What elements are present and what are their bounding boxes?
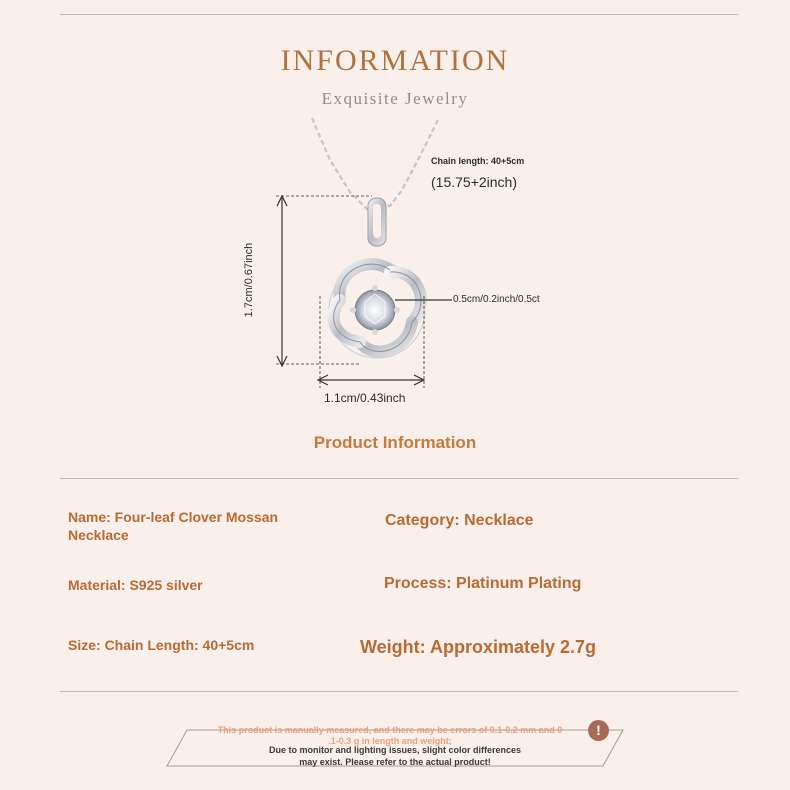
chain-length-label: Chain length: 40+5cm (431, 156, 525, 166)
height-label: 1.7cm/0.67inch (243, 242, 255, 318)
section-title: Product Information (313, 433, 477, 452)
bail (368, 198, 386, 246)
specs-top-divider (60, 478, 738, 479)
spec-name (68, 508, 278, 544)
page-subtitle: Exquisite Jewelry (321, 89, 469, 108)
spec-material: Material: S925 silver (68, 577, 203, 593)
spec-process: Process: Platinum Plating (384, 575, 582, 592)
disclaimer-line1: This product is manually measured, and there may be errors of 0.1-0.2 mm and 0 (217, 725, 563, 735)
spec-weight: Weight: Approximately 2.7g (360, 637, 597, 657)
disclaimer-line2: .1-0.3 g in length and weight; (328, 736, 452, 746)
spec-name-line1: Name: Four-leaf Clover Mossan (68, 509, 279, 525)
spec-name-line2: Necklace (68, 527, 129, 543)
warning-icon: ! (588, 720, 609, 741)
disclaimer-color (220, 744, 570, 768)
spec-category: Category: Necklace (385, 512, 534, 529)
necklace-figure (240, 110, 570, 415)
disclaimer-line3: Due to monitor and lighting issues, slight color differences (268, 745, 522, 755)
page-title: INFORMATION (280, 44, 510, 77)
spec-size: Size: Chain Length: 40+5cm (68, 637, 255, 653)
chain-length-inch-label: (15.75+2inch) (431, 174, 518, 190)
disclaimer-line4: may exist. Please refer to the actual product! (299, 757, 491, 767)
specs-bottom-divider (60, 691, 738, 692)
top-divider (60, 14, 738, 15)
stone-size-label: 0.5cm/0.2inch/0.5ct (453, 294, 540, 305)
necklace-illustration (240, 110, 570, 410)
chain (312, 118, 438, 210)
width-label: 1.1cm/0.43inch (324, 391, 406, 405)
gemstone (350, 285, 400, 335)
